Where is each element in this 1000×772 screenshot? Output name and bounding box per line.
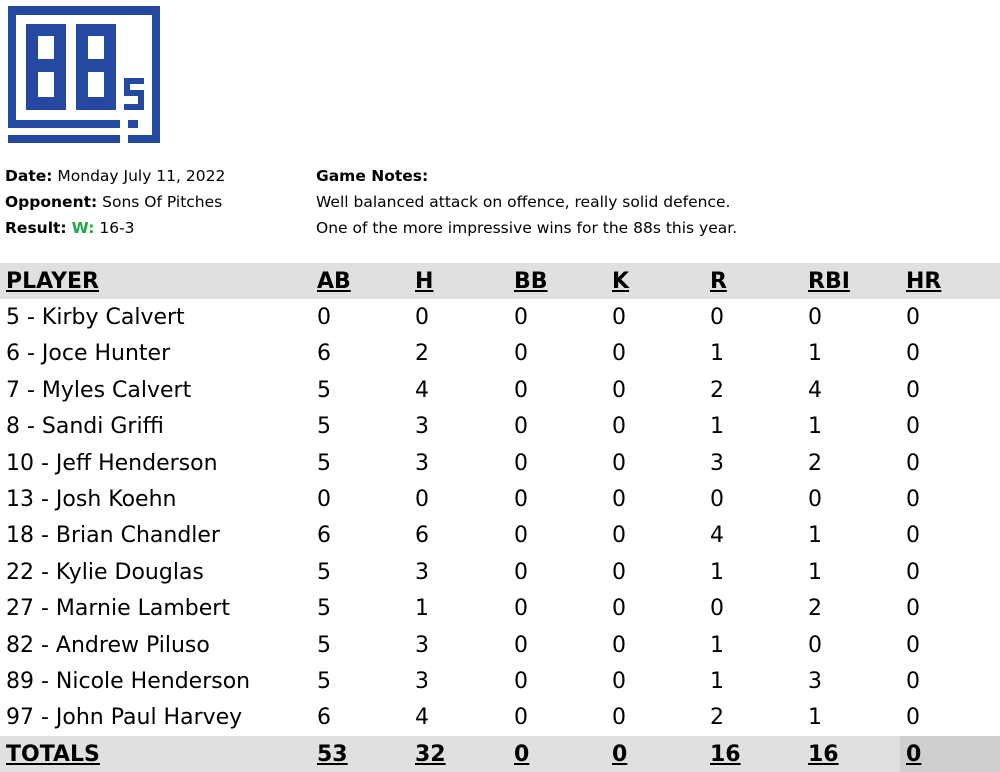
cell-rbi: 1 [808, 559, 822, 585]
player-stats-table [0, 263, 1000, 772]
cell-ab: 5 [317, 668, 331, 694]
cell-ab: 6 [317, 523, 331, 549]
cell-hr: 0 [906, 414, 920, 440]
cell-h: 4 [415, 377, 429, 403]
table-row [0, 372, 1000, 408]
cell-k: 0 [612, 487, 626, 513]
cell-bb: 0 [514, 305, 528, 331]
totals-rbi: 16 [802, 736, 900, 772]
table-row [0, 518, 1000, 554]
cell-ab: 0 [317, 487, 331, 513]
totals-row [0, 736, 1000, 772]
cell-k: 0 [612, 450, 626, 476]
cell-hr: 0 [906, 632, 920, 658]
header-k: K [606, 263, 704, 299]
result-outcome: W: [71, 219, 95, 237]
cell-hr: 0 [906, 596, 920, 622]
cell-h: 6 [415, 523, 429, 549]
cell-ab: 5 [317, 632, 331, 658]
totals-bb: 0 [508, 736, 606, 772]
table-row [0, 481, 1000, 517]
cell-player: 13 - Josh Koehn [6, 487, 177, 513]
game-notes-title: Game Notes: [316, 167, 429, 185]
table-header-row [0, 263, 1000, 299]
cell-player: 22 - Kylie Douglas [6, 559, 204, 585]
table-row [0, 336, 1000, 372]
header-r: R [704, 263, 802, 299]
cell-hr: 0 [906, 668, 920, 694]
opponent-value: Sons Of Pitches [102, 193, 223, 211]
cell-r: 0 [710, 487, 724, 513]
cell-hr: 0 [906, 523, 920, 549]
cell-rbi: 0 [808, 305, 822, 331]
cell-r: 0 [710, 596, 724, 622]
cell-r: 1 [710, 632, 724, 658]
cell-rbi: 1 [808, 341, 822, 367]
cell-hr: 0 [906, 305, 920, 331]
totals-r: 16 [704, 736, 802, 772]
header-ab: AB [311, 263, 409, 299]
cell-bb: 0 [514, 341, 528, 367]
cell-rbi: 2 [808, 450, 822, 476]
cell-ab: 5 [317, 414, 331, 440]
game-notes-line: One of the more impressive wins for the 88s this year. [316, 219, 738, 237]
cell-player: 10 - Jeff Henderson [6, 450, 218, 476]
cell-h: 4 [415, 705, 429, 731]
cell-player: 6 - Joce Hunter [6, 341, 171, 367]
cell-bb: 0 [514, 487, 528, 513]
cell-rbi: 4 [808, 377, 822, 403]
cell-player: 8 - Sandi Griffi [6, 414, 164, 440]
cell-bb: 0 [514, 414, 528, 440]
cell-rbi: 0 [808, 632, 822, 658]
game-info [5, 163, 305, 241]
cell-r: 3 [710, 450, 724, 476]
table-row [0, 554, 1000, 590]
result-label: Result: [5, 219, 67, 237]
cell-ab: 5 [317, 596, 331, 622]
cell-k: 0 [612, 705, 626, 731]
table-row [0, 409, 1000, 445]
cell-h: 0 [415, 305, 429, 331]
cell-k: 0 [612, 341, 626, 367]
cell-k: 0 [612, 414, 626, 440]
cell-ab: 6 [317, 341, 331, 367]
cell-rbi: 0 [808, 487, 822, 513]
cell-bb: 0 [514, 668, 528, 694]
cell-hr: 0 [906, 377, 920, 403]
cell-k: 0 [612, 632, 626, 658]
opponent-line [5, 189, 305, 215]
team-logo [8, 6, 162, 146]
cell-k: 0 [612, 377, 626, 403]
cell-h: 3 [415, 632, 429, 658]
cell-k: 0 [612, 305, 626, 331]
result-score: 16-3 [99, 219, 135, 237]
cell-bb: 0 [514, 559, 528, 585]
date-label: Date: [5, 167, 53, 185]
cell-bb: 0 [514, 450, 528, 476]
cell-hr: 0 [906, 487, 920, 513]
cell-r: 0 [710, 305, 724, 331]
cell-bb: 0 [514, 632, 528, 658]
cell-r: 2 [710, 705, 724, 731]
table-row [0, 591, 1000, 627]
cell-r: 1 [710, 559, 724, 585]
cell-k: 0 [612, 559, 626, 585]
cell-ab: 5 [317, 377, 331, 403]
cell-player: 18 - Brian Chandler [6, 523, 220, 549]
cell-player: 89 - Nicole Henderson [6, 668, 251, 694]
cell-player: 27 - Marnie Lambert [6, 596, 230, 622]
date-value: Monday July 11, 2022 [57, 167, 226, 185]
cell-r: 1 [710, 341, 724, 367]
cell-player: 82 - Andrew Piluso [6, 632, 210, 658]
totals-label: TOTALS [0, 736, 311, 772]
totals-ab: 53 [311, 736, 409, 772]
cell-hr: 0 [906, 341, 920, 367]
cell-rbi: 1 [808, 523, 822, 549]
cell-rbi: 3 [808, 668, 822, 694]
cell-k: 0 [612, 596, 626, 622]
header-bb: BB [508, 263, 606, 299]
result-line [5, 215, 305, 241]
game-notes-line: Well balanced attack on offence, really solid defence. [316, 193, 731, 211]
cell-player: 97 - John Paul Harvey [6, 705, 243, 731]
cell-r: 2 [710, 377, 724, 403]
cell-r: 1 [710, 414, 724, 440]
cell-bb: 0 [514, 596, 528, 622]
opponent-label: Opponent: [5, 193, 98, 211]
table-row [0, 627, 1000, 663]
table-row [0, 700, 1000, 736]
cell-r: 4 [710, 523, 724, 549]
cell-h: 3 [415, 559, 429, 585]
date-line [5, 163, 305, 189]
table-row [0, 663, 1000, 699]
cell-k: 0 [612, 668, 626, 694]
cell-rbi: 1 [808, 414, 822, 440]
header-h: H [409, 263, 508, 299]
header-rbi: RBI [802, 263, 900, 299]
cell-ab: 6 [317, 705, 331, 731]
cell-player: 7 - Myles Calvert [6, 377, 192, 403]
table-row [0, 445, 1000, 481]
cell-rbi: 2 [808, 596, 822, 622]
cell-ab: 5 [317, 559, 331, 585]
cell-h: 3 [415, 450, 429, 476]
cell-hr: 0 [906, 450, 920, 476]
cell-bb: 0 [514, 523, 528, 549]
cell-ab: 0 [317, 305, 331, 331]
totals-k: 0 [606, 736, 704, 772]
cell-hr: 0 [906, 559, 920, 585]
cell-hr: 0 [906, 705, 920, 731]
cell-bb: 0 [514, 705, 528, 731]
table-body [0, 299, 1000, 736]
totals-h: 32 [409, 736, 508, 772]
cell-k: 0 [612, 523, 626, 549]
cell-h: 3 [415, 668, 429, 694]
cell-h: 1 [415, 596, 429, 622]
cell-h: 2 [415, 341, 429, 367]
cell-player: 5 - Kirby Calvert [6, 305, 185, 331]
table-row [0, 299, 1000, 335]
cell-bb: 0 [514, 377, 528, 403]
cell-rbi: 1 [808, 705, 822, 731]
cell-r: 1 [710, 668, 724, 694]
cell-h: 3 [415, 414, 429, 440]
cell-ab: 5 [317, 450, 331, 476]
header-hr: HR [900, 263, 1000, 299]
cell-h: 0 [415, 487, 429, 513]
totals-hr: 0 [900, 736, 1000, 772]
game-notes [316, 163, 996, 241]
header-player: PLAYER [0, 263, 311, 299]
